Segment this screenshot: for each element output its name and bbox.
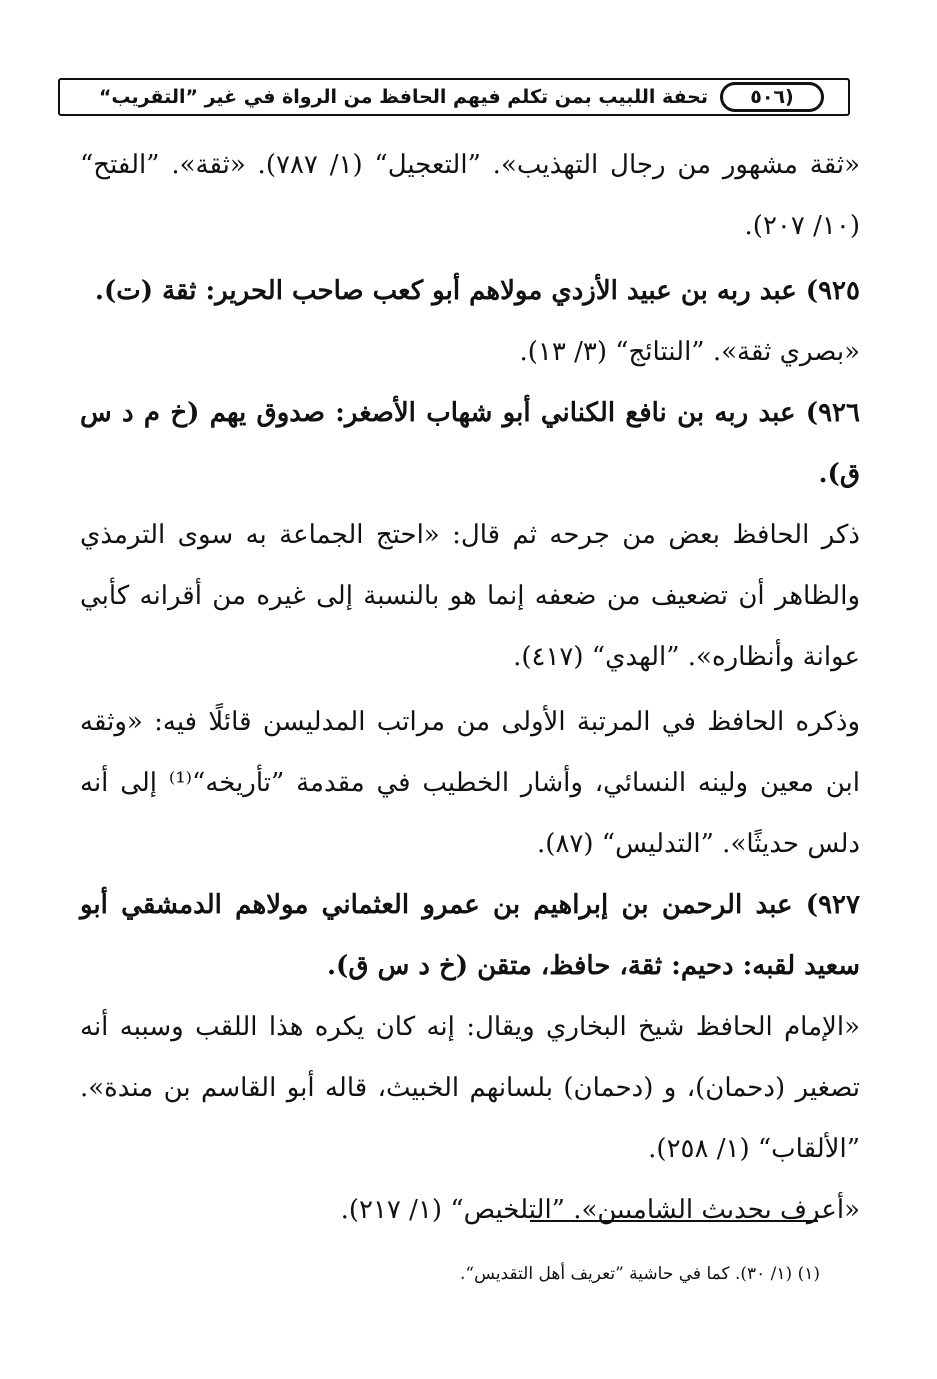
entry-number: ٩٢٧) xyxy=(805,890,860,920)
entry-text: عبد ربه بن نافع الكناني أبو شهاب الأصغر: صدوق يهم (خ م د س ق). xyxy=(80,398,860,489)
entry-text: عبد الرحمن بن إبراهيم بن عمرو العثماني مولاهم الدمشقي أبو سعيد لقبه: دحيم: ثقة، حافظ، متقن (خ د س ق). xyxy=(80,890,860,981)
paragraph-3: ذكر الحافظ بعض من جرحه ثم قال: «احتج الجماعة به سوى الترمذي والظاهر أن تضعيف من ضعفه إنما هو بالنسبة إلى غيره من أقرانه كأبي عوانة وأنظاره». ”الهدي“ (٤١٧). xyxy=(80,520,860,672)
paragraph-5: «الإمام الحافظ شيخ البخاري ويقال: إنه كان يكره هذا اللقب وسببه أنه تصغير (دحمان)، و (دحمان) بلسانهم الخبيث، قاله أبو القاسم بن مندة». ”الألقاب“ (١/ ٢٥٨). xyxy=(80,1012,860,1164)
entry-925 xyxy=(80,261,860,322)
running-header xyxy=(58,78,850,116)
footnote-1: (١) (١/ ٣٠). كما في حاشية ”تعريف أهل التقديس“. xyxy=(460,1264,820,1284)
book-title: تحفة اللبيب بمن تكلم فيهم الحافظ من الرواة في غير ”التقريب“ xyxy=(98,86,708,108)
page-body xyxy=(80,135,860,1241)
entry-number: ٩٢٦) xyxy=(805,398,860,428)
paragraph-4: وذكره الحافظ في المرتبة الأولى من مراتب المدليسن قائلًا فيه: «وثقه ابن معين ولينه النسائي، وأشار الخطيب في مقدمة ”تأريخه“⁽¹⁾ إلى أنه دلس حديثًا». ”التدليس“ (٨٧). xyxy=(80,707,860,859)
entry-number: ٩٢٥) xyxy=(805,276,860,306)
footnote-separator xyxy=(530,1220,818,1222)
entry-text: عبد ربه بن عبيد الأزدي مولاهم أبو كعب صاحب الحرير: ثقة (ت). xyxy=(94,276,797,306)
entry-927 xyxy=(80,875,860,997)
paragraph-1: «ثقة مشهور من رجال التهذيب». ”التعجيل“ (١/ ٧٨٧). «ثقة». ”الفتح“ (١٠/ ٢٠٧). xyxy=(80,150,861,241)
entry-926 xyxy=(80,383,860,505)
paragraph-2: «بصري ثقة». ”النتائج“ (٣/ ١٣). xyxy=(519,337,860,367)
page-number: (٥٠٦ xyxy=(720,82,824,112)
paragraph-6: «أعرف بحديث الشاميين». ”التلخيص“ (١/ ٢١٧). xyxy=(340,1195,860,1225)
